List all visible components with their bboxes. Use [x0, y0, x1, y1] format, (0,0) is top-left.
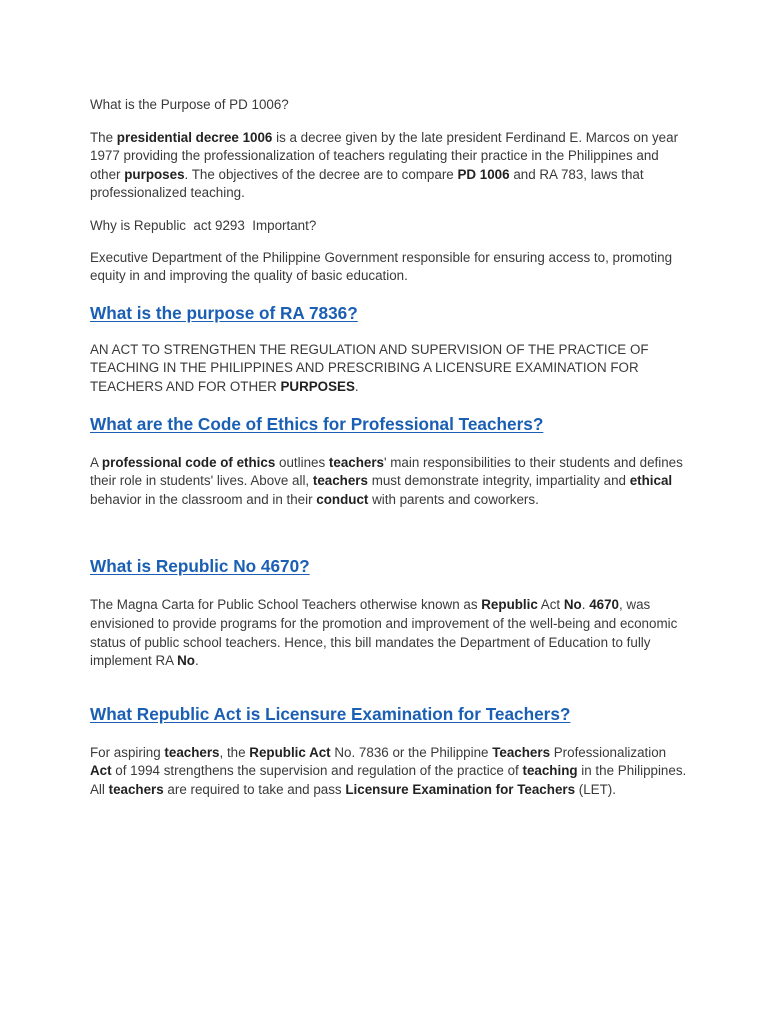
let-heading-link[interactable]: What Republic Act is Licensure Examination for Teachers? [90, 703, 571, 724]
bold-run: professional code of ethics [101, 454, 276, 470]
executive-department-paragraph: Executive Department of the Philippine Government responsible for ensuring access to, promoting equity in and improving the quality of basic education. [90, 249, 673, 284]
text-run: Act [537, 597, 564, 613]
bold-run: Act [90, 763, 112, 779]
text-run: A [90, 454, 102, 470]
ra4670-heading-link[interactable]: What is Republic No 4670? [90, 556, 310, 577]
text-run: . [354, 378, 359, 394]
text-run: , the [219, 744, 250, 760]
text-run: must demonstrate integrity, impartiality and [367, 473, 630, 489]
ra7836-paragraph [90, 341, 690, 397]
text-run: outlines [275, 454, 329, 470]
bold-run: conduct [316, 491, 369, 507]
bold-run: Republic [481, 597, 538, 613]
bold-run: No [563, 597, 582, 613]
let-paragraph [90, 744, 690, 800]
text-run: . The objectives of the decree are to compare [184, 166, 458, 182]
text-run: The [90, 129, 117, 145]
bold-run: purposes [124, 166, 185, 182]
ethics-heading-link[interactable]: What are the Code of Ethics for Professional Teachers? [90, 413, 544, 434]
bold-run: No [177, 653, 195, 669]
text-run: . [581, 597, 590, 613]
text-run: are required to take and pass [163, 781, 346, 797]
document-body [90, 96, 690, 799]
ra9293-question: Why is Republic act 9293 Important? [90, 217, 317, 233]
text-run: and RA 783, laws that professionalized teaching. [90, 166, 644, 201]
bold-run: teachers [312, 473, 368, 489]
text-run: Professionalization [550, 744, 667, 760]
text-run: (LET). [575, 781, 616, 797]
text-run: is a decree given by the late president Ferdinand E. Marcos on year 1977 providing the professionalization of teachers regulating their practice in the Philippines and other [90, 129, 679, 182]
text-run: AN ACT TO STRENGTHEN THE REGULATION AND SUPERVISION OF THE PRACTICE OF TEACHING IN THE PHILIPPINES AND PRESCRIBING A LICENSURE EXAMINATION FOR TEACHERS AND FOR OTHER [90, 341, 649, 394]
bold-run: teachers [164, 744, 220, 760]
ra4670-paragraph [90, 596, 690, 670]
bold-run: 4670 [589, 597, 619, 613]
bold-run: teachers [108, 781, 164, 797]
bold-run: teachers [328, 454, 384, 470]
bold-run: presidential decree 1006 [116, 129, 273, 145]
bold-run: ethical [629, 473, 673, 489]
text-run: , was envisioned to provide programs for the promotion and improvement of the well-being and economic status of public school teachers. Hence, this bill mandates the Department of Education to fully implement RA [90, 597, 678, 669]
bold-run: Licensure Examination for Teachers [345, 781, 576, 797]
text-run: . [194, 653, 199, 669]
text-run: ' main responsibilities to their students and defines their role in students' lives. Above all, [90, 454, 683, 489]
bold-run: teaching [522, 763, 578, 779]
pd1006-question: What is the Purpose of PD 1006? [90, 97, 289, 112]
bold-run: Teachers [492, 744, 551, 760]
text-run: No. 7836 or the Philippine [330, 744, 493, 760]
text-run: of 1994 strengthens the supervision and regulation of the practice of [111, 763, 523, 779]
ethics-paragraph [90, 454, 690, 510]
text-run: behavior in the classroom and in their [90, 491, 317, 507]
ra7836-heading-link[interactable]: What is the purpose of RA 7836? [90, 302, 358, 323]
bold-run: PD 1006 [457, 166, 510, 182]
text-run: The Magna Carta for Public School Teachers otherwise known as [90, 597, 482, 613]
text-run: in the Philippines. All [90, 763, 687, 797]
pd1006-paragraph [90, 129, 690, 203]
bold-run: Republic Act [249, 744, 331, 760]
bold-run: PURPOSES [280, 378, 355, 394]
text-run: For aspiring [90, 744, 165, 760]
text-run: with parents and coworkers. [368, 491, 539, 507]
